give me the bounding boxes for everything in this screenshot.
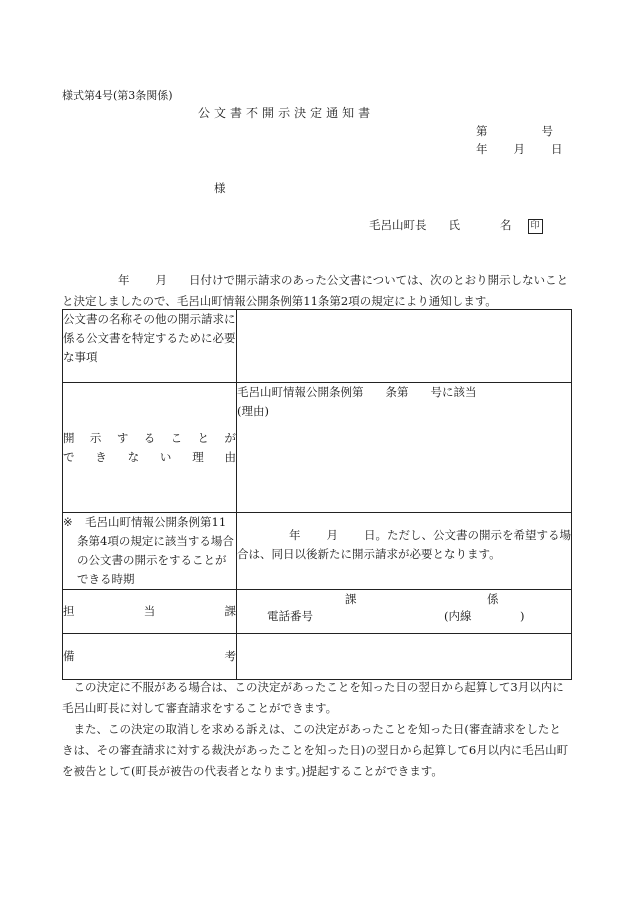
- reason-label-line2: [63, 448, 236, 467]
- table-row-document-name: [63, 310, 572, 383]
- reason-label-char: と: [197, 430, 210, 445]
- disclosure-note: 日。ただし、公文書の開示を希望する場合は、同日以後新たに開示請求が必要となります。: [237, 528, 571, 561]
- issuer-name-1: 氏: [448, 218, 460, 232]
- document-number: [476, 123, 553, 139]
- reason-label-char: き: [95, 449, 107, 464]
- reason-detail-label: (理由): [237, 404, 269, 418]
- intro-paragraph: [62, 270, 572, 312]
- reason-article-a: 毛呂山町情報公開条例第: [237, 385, 364, 399]
- issuer: [369, 217, 543, 234]
- disclosure-time-label-first: [63, 513, 236, 532]
- intro-month: 月: [155, 273, 167, 287]
- reason-label-char: が: [224, 430, 236, 445]
- row-label-reason: [63, 383, 237, 513]
- reason-label-char: こ: [170, 430, 183, 445]
- row-label-department: [63, 590, 237, 634]
- department-label-char: 担: [63, 604, 75, 618]
- table-row-reason: [63, 383, 572, 513]
- row-label-document-name-text: 公文書の名称その他の開示請求に係る公文書を特定するために必要な事項: [63, 312, 236, 364]
- row-value-disclosure-time: [237, 513, 572, 590]
- reason-article-b: 条第: [385, 385, 409, 399]
- reason-label-char: で: [63, 449, 75, 464]
- intro-year: 年: [118, 273, 130, 287]
- extension-open: (内線: [444, 609, 472, 623]
- disclosure-year: 年: [289, 528, 301, 542]
- row-label-document-name: [63, 310, 237, 383]
- row-label-remarks: [63, 634, 237, 680]
- disclosure-time-label-rest: 条第4項の規定に該当する場合の公文書の開示をすることができる時期: [77, 534, 234, 586]
- reason-label-char: 示: [89, 430, 102, 445]
- date-day: 日: [551, 142, 563, 156]
- doc-number-prefix: 第: [476, 124, 488, 138]
- doc-number-suffix: 号: [541, 124, 553, 138]
- reason-label-char: る: [143, 430, 156, 445]
- reason-label-line1: [63, 429, 236, 448]
- reason-label-char: 理: [192, 449, 204, 464]
- department-kakari: 係: [487, 592, 499, 606]
- row-value-document-name: [237, 310, 572, 383]
- remarks-label-char: 考: [224, 649, 236, 663]
- reason-article-line: [237, 383, 571, 402]
- table-row-remarks: [63, 634, 572, 680]
- row-value-remarks: [237, 634, 572, 680]
- issuer-name-2: 名: [500, 218, 512, 232]
- department-label-char: 課: [224, 604, 236, 618]
- table-row-disclosure-time: [63, 513, 572, 590]
- form-number: 様式第4号(第3条関係): [62, 89, 173, 102]
- disclosure-month: 月: [326, 528, 338, 542]
- disclosure-time-label-first-text: 毛呂山町情報公開条例第11: [85, 515, 227, 529]
- appeal-paragraph-1: この決定に不服がある場合は、この決定があったことを知った日の翌日から起算して3月以内に毛呂山町長に対して審査請求をすることができます。: [62, 680, 564, 715]
- reason-label-char: 開: [63, 430, 75, 445]
- reason-label-char: す: [116, 430, 129, 445]
- seal-stamp: 印: [528, 219, 543, 234]
- reason-article-c: 号に該当: [430, 385, 477, 399]
- decision-table: [62, 309, 572, 680]
- document-date: [476, 141, 563, 157]
- row-value-department: [237, 590, 572, 634]
- reason-label-char: い: [159, 449, 172, 464]
- addressee: 様: [214, 181, 226, 195]
- row-label-disclosure-time: [63, 513, 237, 590]
- date-year: 年: [476, 142, 488, 156]
- row-value-reason: [237, 383, 572, 513]
- date-month: 月: [513, 142, 525, 156]
- issuer-title: 毛呂山町長: [369, 218, 427, 232]
- department-label: [63, 602, 236, 621]
- table-row-department: [63, 590, 572, 634]
- document-title: 公 文 書 不 開 示 決 定 通 知 書: [198, 106, 371, 120]
- note-mark: ※: [63, 515, 73, 529]
- reason-label-char: な: [127, 449, 140, 464]
- appeal-paragraph-2: また、この決定の取消しを求める訴えは、この決定があったことを知った日(審査請求をしたときは、その審査請求に対する裁決があったことを知った日)の翌日から起算して6月以内に毛呂山町を被告として(町長が被告の代表者となります。)提起することができます。: [62, 722, 569, 778]
- remarks-label: [63, 647, 236, 666]
- remarks-label-char: 備: [63, 649, 75, 663]
- department-label-char: 当: [143, 604, 156, 618]
- department-ka: 課: [345, 592, 357, 606]
- appeal-notice: [62, 677, 572, 782]
- phone-number-label: 電話番号: [267, 609, 313, 623]
- extension-close: ): [520, 609, 525, 623]
- reason-label-char: 由: [224, 449, 236, 464]
- intro-text: 日付けで開示請求のあった公文書については、次のとおり開示しないことと決定しましたので、毛呂山町情報公開条例第11条第2項の規定により通知します。: [62, 273, 569, 308]
